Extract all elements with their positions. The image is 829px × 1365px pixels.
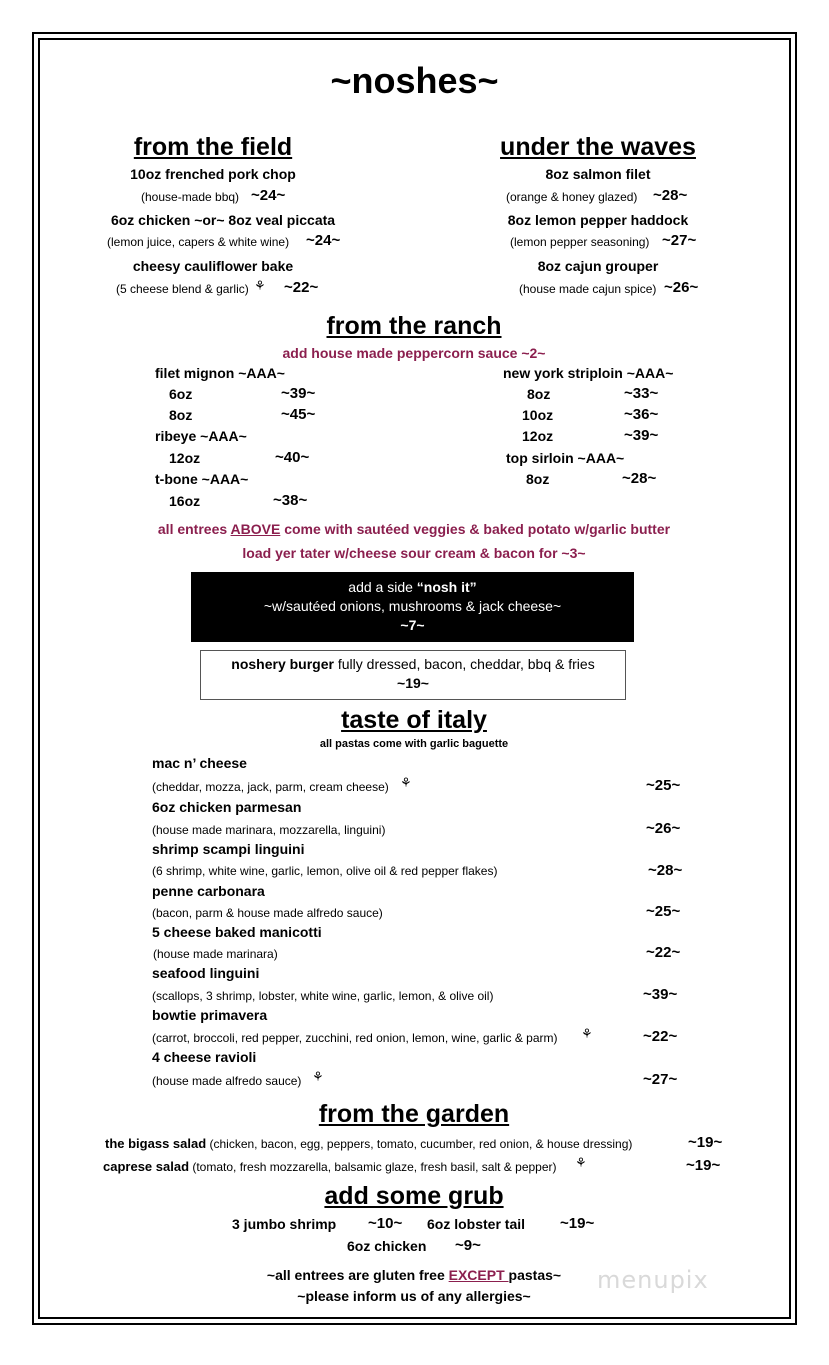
field-item-name: 10oz frenched pork chop: [130, 166, 296, 182]
waves-item-price: ~27~: [662, 232, 697, 249]
waves-item-name: 8oz salmon filet: [545, 166, 651, 182]
nosh-it-line1: add a side “nosh it”: [348, 579, 477, 595]
grub-name: 6oz lobster tail: [427, 1216, 526, 1232]
pasta-price: ~25~: [646, 903, 681, 920]
pasta-desc: (house made alfredo sauce): [152, 1074, 302, 1088]
pasta-name: bowtie primavera: [152, 1007, 268, 1023]
steak-price: ~33~: [624, 385, 659, 402]
steak-size: 12oz: [169, 450, 201, 466]
allergy-note: ~please inform us of any allergies~: [297, 1288, 531, 1304]
nosh-it-line2: ~w/sautéed onions, mushrooms & jack cheese~: [263, 598, 562, 614]
steak-size: 12oz: [522, 428, 554, 444]
salad-price: ~19~: [688, 1134, 723, 1151]
field-item-desc: (lemon juice, capers & white wine): [107, 235, 290, 249]
vegetarian-icon: ⚘: [312, 1069, 324, 1084]
garden-heading: from the garden: [318, 1100, 510, 1128]
pasta-name: 4 cheese ravioli: [152, 1049, 257, 1065]
steak-size: 8oz: [526, 471, 550, 487]
pasta-desc: (house made marinara): [153, 947, 278, 961]
field-item-desc: (5 cheese blend & garlic): [116, 282, 249, 296]
pasta-name: 6oz chicken parmesan: [152, 799, 302, 815]
pasta-desc: (6 shrimp, white wine, garlic, lemon, olive oil & red pepper flakes): [152, 864, 498, 878]
burger-box: [200, 650, 626, 700]
burger-line: noshery burger fully dressed, bacon, cheddar, bbq & fries: [231, 656, 595, 672]
pasta-price: ~25~: [646, 777, 681, 794]
tater-note: load yer tater w/cheese sour cream & bacon for ~3~: [242, 545, 586, 561]
burger-price: ~19~: [397, 675, 429, 691]
grub-heading: add some grub: [324, 1182, 504, 1210]
pasta-desc: (bacon, parm & house made alfredo sauce): [152, 906, 383, 920]
field-item-desc: (house-made bbq): [141, 190, 240, 204]
menu-title: ~noshes~: [330, 60, 499, 101]
sauce-note: add house made peppercorn sauce ~2~: [282, 345, 546, 361]
steak-price: ~39~: [281, 385, 316, 402]
steak-price: ~39~: [624, 427, 659, 444]
steak-size: 8oz: [527, 386, 551, 402]
pasta-desc: (scallops, 3 shrimp, lobster, white wine, garlic, lemon, & olive oil): [152, 989, 494, 1003]
waves-item-name: 8oz cajun grouper: [537, 258, 659, 274]
entree-note: all entrees ABOVE come with sautéed veggies & baked potato w/garlic butter: [157, 521, 671, 537]
pasta-price: ~22~: [643, 1028, 678, 1045]
waves-item-name: 8oz lemon pepper haddock: [507, 212, 689, 228]
steak-size: 8oz: [169, 407, 193, 423]
grub-price: ~10~: [368, 1215, 403, 1232]
steak-name: t-bone ~AAA~: [155, 471, 249, 487]
salad-line: caprese salad (tomato, fresh mozzarella, balsamic glaze, fresh basil, salt & pepper): [103, 1159, 557, 1174]
italy-subheading: all pastas come with garlic baguette: [319, 738, 509, 750]
field-item-name: cheesy cauliflower bake: [132, 258, 294, 274]
field-item-price: ~22~: [284, 279, 319, 296]
field-item-price: ~24~: [251, 187, 286, 204]
waves-heading: under the waves: [500, 133, 696, 161]
pasta-name: shrimp scampi linguini: [152, 841, 305, 857]
grub-name: 6oz chicken: [347, 1238, 427, 1254]
grub-price: ~19~: [560, 1215, 595, 1232]
pasta-name: penne carbonara: [152, 883, 265, 899]
italy-heading: taste of italy: [341, 706, 487, 734]
pasta-price: ~22~: [646, 944, 681, 961]
grub-price: ~9~: [455, 1237, 481, 1254]
steak-size: 6oz: [169, 386, 193, 402]
pasta-desc: (house made marinara, mozzarella, linguini): [152, 823, 386, 837]
nosh-it-box: [191, 572, 634, 642]
waves-item-desc: (lemon pepper seasoning): [510, 235, 650, 249]
steak-size: 16oz: [169, 493, 201, 509]
pasta-price: ~27~: [643, 1071, 678, 1088]
pasta-price: ~39~: [643, 986, 678, 1003]
steak-name: filet mignon ~AAA~: [155, 365, 285, 381]
vegetarian-icon: ⚘: [581, 1026, 593, 1041]
vegetarian-icon: ⚘: [400, 775, 412, 790]
pasta-desc: (carrot, broccoli, red pepper, zucchini, red onion, lemon, wine, garlic & parm): [152, 1031, 558, 1045]
steak-name: top sirloin ~AAA~: [506, 450, 625, 466]
ranch-heading: from the ranch: [326, 312, 502, 340]
steak-price: ~45~: [281, 406, 316, 423]
steak-price: ~40~: [275, 449, 310, 466]
steak-name: ribeye ~AAA~: [155, 428, 247, 444]
waves-item-price: ~28~: [653, 187, 688, 204]
waves-item-price: ~26~: [664, 279, 699, 296]
grub-name: 3 jumbo shrimp: [232, 1216, 337, 1232]
field-item-name: 6oz chicken ~or~ 8oz veal piccata: [110, 212, 336, 228]
waves-item-desc: (orange & honey glazed): [506, 190, 638, 204]
steak-size: 10oz: [522, 407, 554, 423]
steak-name: new york striploin ~AAA~: [503, 365, 674, 381]
steak-price: ~38~: [273, 492, 308, 509]
field-heading: from the field: [133, 133, 293, 161]
waves-item-desc: (house made cajun spice): [519, 282, 657, 296]
pasta-price: ~28~: [648, 862, 683, 879]
pasta-price: ~26~: [646, 820, 681, 837]
watermark-logo: menupix: [597, 1266, 709, 1294]
nosh-it-price: ~7~: [400, 617, 425, 633]
pasta-name: seafood linguini: [152, 965, 260, 981]
gluten-free-note: ~all entrees are gluten free EXCEPT pastas~: [266, 1267, 562, 1283]
steak-price: ~36~: [624, 406, 659, 423]
pasta-desc: (cheddar, mozza, jack, parm, cream cheese): [152, 780, 389, 794]
vegetarian-icon: ⚘: [254, 278, 266, 293]
pasta-name: 5 cheese baked manicotti: [152, 924, 322, 940]
vegetarian-icon: ⚘: [575, 1155, 587, 1170]
salad-line: the bigass salad (chicken, bacon, egg, peppers, tomato, cucumber, red onion, & house dressing): [105, 1136, 633, 1151]
pasta-name: mac n’ cheese: [152, 755, 247, 771]
salad-price: ~19~: [686, 1157, 721, 1174]
field-item-price: ~24~: [306, 232, 341, 249]
steak-price: ~28~: [622, 470, 657, 487]
